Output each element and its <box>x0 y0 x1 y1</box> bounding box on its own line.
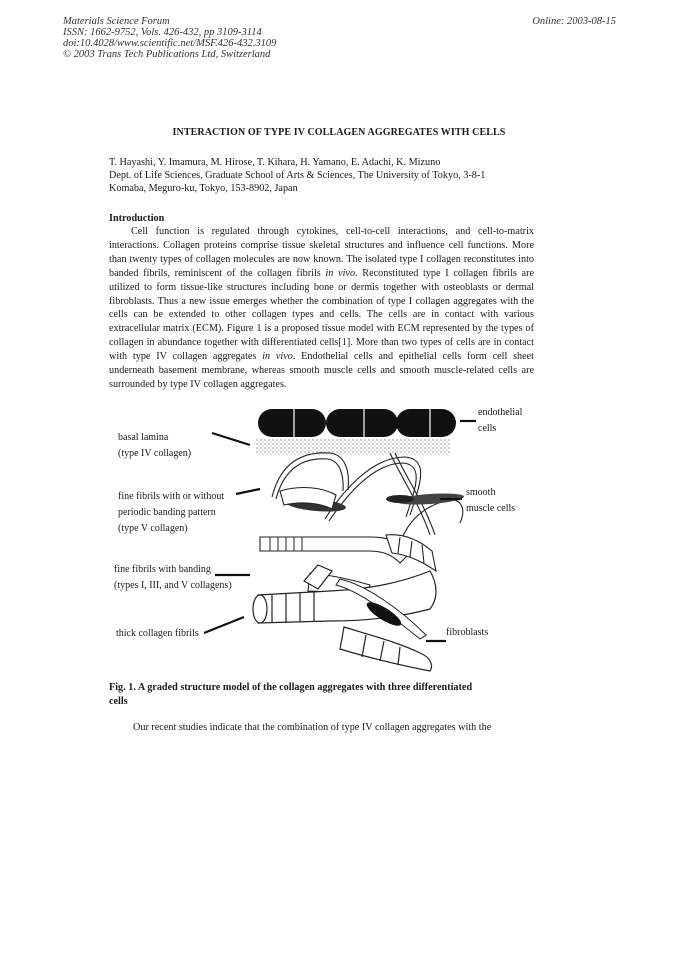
label-periodic-banding: periodic banding pattern <box>118 507 216 518</box>
intro-text-1: Cell function is regulated through cytokines, cell-to-cell interactions, and cell-to-matrix interactions. Collagen proteins comprise tissue skeletal structures and influence cell functions. More than twenty types of collagen molecules are now known. The isolated type I collagen reconstitutes into banded fibrils, reminiscent of the collagen fibrils <box>109 226 534 279</box>
journal-name: Materials Science Forum <box>63 16 170 27</box>
second-paragraph: Our recent studies indicate that the combination of type IV collagen aggregates with the <box>133 722 492 733</box>
journal-header <box>63 16 276 60</box>
endothelial-cells-drawing <box>258 409 456 437</box>
issn-line: ISSN: 1662-9752, Vols. 426-432, pp 3109-3114 <box>63 27 262 38</box>
section-heading-introduction: Introduction <box>109 213 165 224</box>
intro-text-2: . Reconstituted type I collagen fibrils are utilized to form tissue-like structures including bone or dermis together with osteoblasts or dermal fibroblasts. Thus a new issue emerges whether the combination of type I collagen aggregates with the cells can be extended to other collagen types and cells. The cells are in contact with various extracellular matrix (ECM). Figure 1 is a proposed tissue model with ECM represented by the types of collagen in abundance together with differentiated cells[1]. More than two types of cells are in contact with type IV collagen aggregates <box>109 267 534 363</box>
affiliation-line-1: Dept. of Life Sciences, Graduate School of Arts & Sciences, The University of Tokyo, 3-8-1 <box>109 170 486 181</box>
label-smooth-muscle-cells: muscle cells <box>466 503 516 514</box>
label-endothelial: endothelial <box>478 407 523 418</box>
label-collagen-types: (types I, III, and V collagens) <box>114 580 232 591</box>
figure-caption <box>109 681 539 709</box>
label-type-v: (type V collagen) <box>118 523 188 534</box>
label-fine-fibrils-banding: fine fibrils with banding <box>114 564 211 575</box>
author-block <box>109 156 539 195</box>
collagen-model-figure <box>100 395 540 675</box>
copyright-line: © 2003 Trans Tech Publications Ltd, Switzerland <box>63 49 271 60</box>
basal-lamina-drawing <box>256 439 450 455</box>
intro-text-3: . Endothelial cells and epithelial cells form cell sheet underneath basement membrane, whereas smooth muscle cells and smooth muscle-related cells are surrounded by type IV collagen aggregates. <box>109 351 534 390</box>
intro-italic-2: in vivo <box>262 351 293 363</box>
label-thick-fibrils: thick collagen fibrils <box>116 628 199 639</box>
doi-line: doi:10.4028/www.scientific.net/MSF.426-432.3109 <box>63 38 277 49</box>
caption-line-2: cells <box>109 696 128 707</box>
label-basal-lamina-type: (type IV collagen) <box>118 448 192 459</box>
paper-title: INTERACTION OF TYPE IV COLLAGEN AGGREGATES WITH CELLS <box>172 127 506 138</box>
label-endothelial-cells: cells <box>478 423 497 434</box>
label-basal-lamina: basal lamina <box>118 432 169 443</box>
label-fibroblasts: fibroblasts <box>446 627 489 638</box>
label-smooth: smooth <box>466 487 496 498</box>
introduction-paragraph <box>109 225 534 392</box>
intro-italic-1: in vivo <box>325 267 356 279</box>
label-fine-fibrils: fine fibrils with or without <box>118 491 225 502</box>
caption-line-1: Fig. 1. A graded structure model of the collagen aggregates with three differentiated <box>109 682 473 693</box>
affiliation-line-2: Komaba, Meguro-ku, Tokyo, 153-8902, Japan <box>109 183 298 194</box>
author-list: T. Hayashi, Y. Imamura, M. Hirose, T. Kihara, H. Yamano, E. Adachi, K. Mizuno <box>109 157 441 168</box>
online-date: Online: 2003-08-15 <box>532 16 616 27</box>
